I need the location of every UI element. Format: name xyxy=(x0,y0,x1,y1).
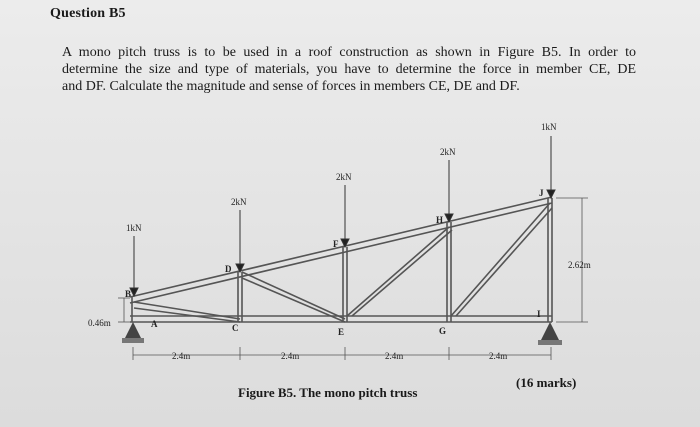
node-label-B: B xyxy=(125,289,132,299)
load-label-B: 1kN xyxy=(126,223,142,233)
member-top-chord-a xyxy=(130,197,552,297)
marks-label: (16 marks) xyxy=(516,375,577,390)
question-line-3: and DF. Calculate the magnitude and sense of forces in members CE, DE and DF. xyxy=(62,79,520,94)
node-label-H: H xyxy=(436,215,444,225)
support-roller-I xyxy=(541,322,559,340)
node-label-F: F xyxy=(333,239,339,249)
node-label-E: E xyxy=(338,327,345,337)
member-EH-edge xyxy=(352,230,452,316)
member-GJ-edge xyxy=(456,208,552,316)
node-label-A: A xyxy=(151,319,158,329)
figure-caption: Figure B5. The mono pitch truss xyxy=(238,385,418,400)
support-pin-A xyxy=(125,322,141,338)
member-DE xyxy=(242,272,345,319)
node-label-I: I xyxy=(537,309,541,319)
load-label-D: 2kN xyxy=(231,197,247,207)
support-base-I xyxy=(538,340,562,345)
support-base-A xyxy=(122,338,144,343)
node-label-G: G xyxy=(439,326,447,336)
node-label-C: C xyxy=(232,323,239,333)
member-GJ xyxy=(451,203,550,316)
dim-label-left-height: 0.46m xyxy=(88,318,111,328)
node-label-J: J xyxy=(539,188,544,198)
dim-label-span-1: 2.4m xyxy=(172,351,191,361)
member-EH xyxy=(347,227,449,316)
question-line-1: A mono pitch truss is to be used in a roof construction as shown in Figure B5. In order to xyxy=(62,45,636,60)
question-heading: Question B5 xyxy=(50,6,126,21)
node-label-D: D xyxy=(225,264,232,274)
dim-label-span-3: 2.4m xyxy=(385,351,404,361)
member-top-chord-b xyxy=(130,203,552,303)
dim-label-right-height: 2.62m xyxy=(568,260,591,270)
dimension-lines xyxy=(118,198,588,360)
load-label-H: 2kN xyxy=(440,147,456,157)
load-label-F: 2kN xyxy=(336,172,352,182)
truss-members xyxy=(130,197,552,322)
question-line-2: determine the size and type of materials, you have to determine the force in member CE, DE xyxy=(62,62,636,77)
dim-label-span-4: 2.4m xyxy=(489,351,508,361)
dim-label-span-2: 2.4m xyxy=(281,351,300,361)
load-arrowhead-J xyxy=(547,190,555,198)
load-label-J: 1kN xyxy=(541,122,557,132)
